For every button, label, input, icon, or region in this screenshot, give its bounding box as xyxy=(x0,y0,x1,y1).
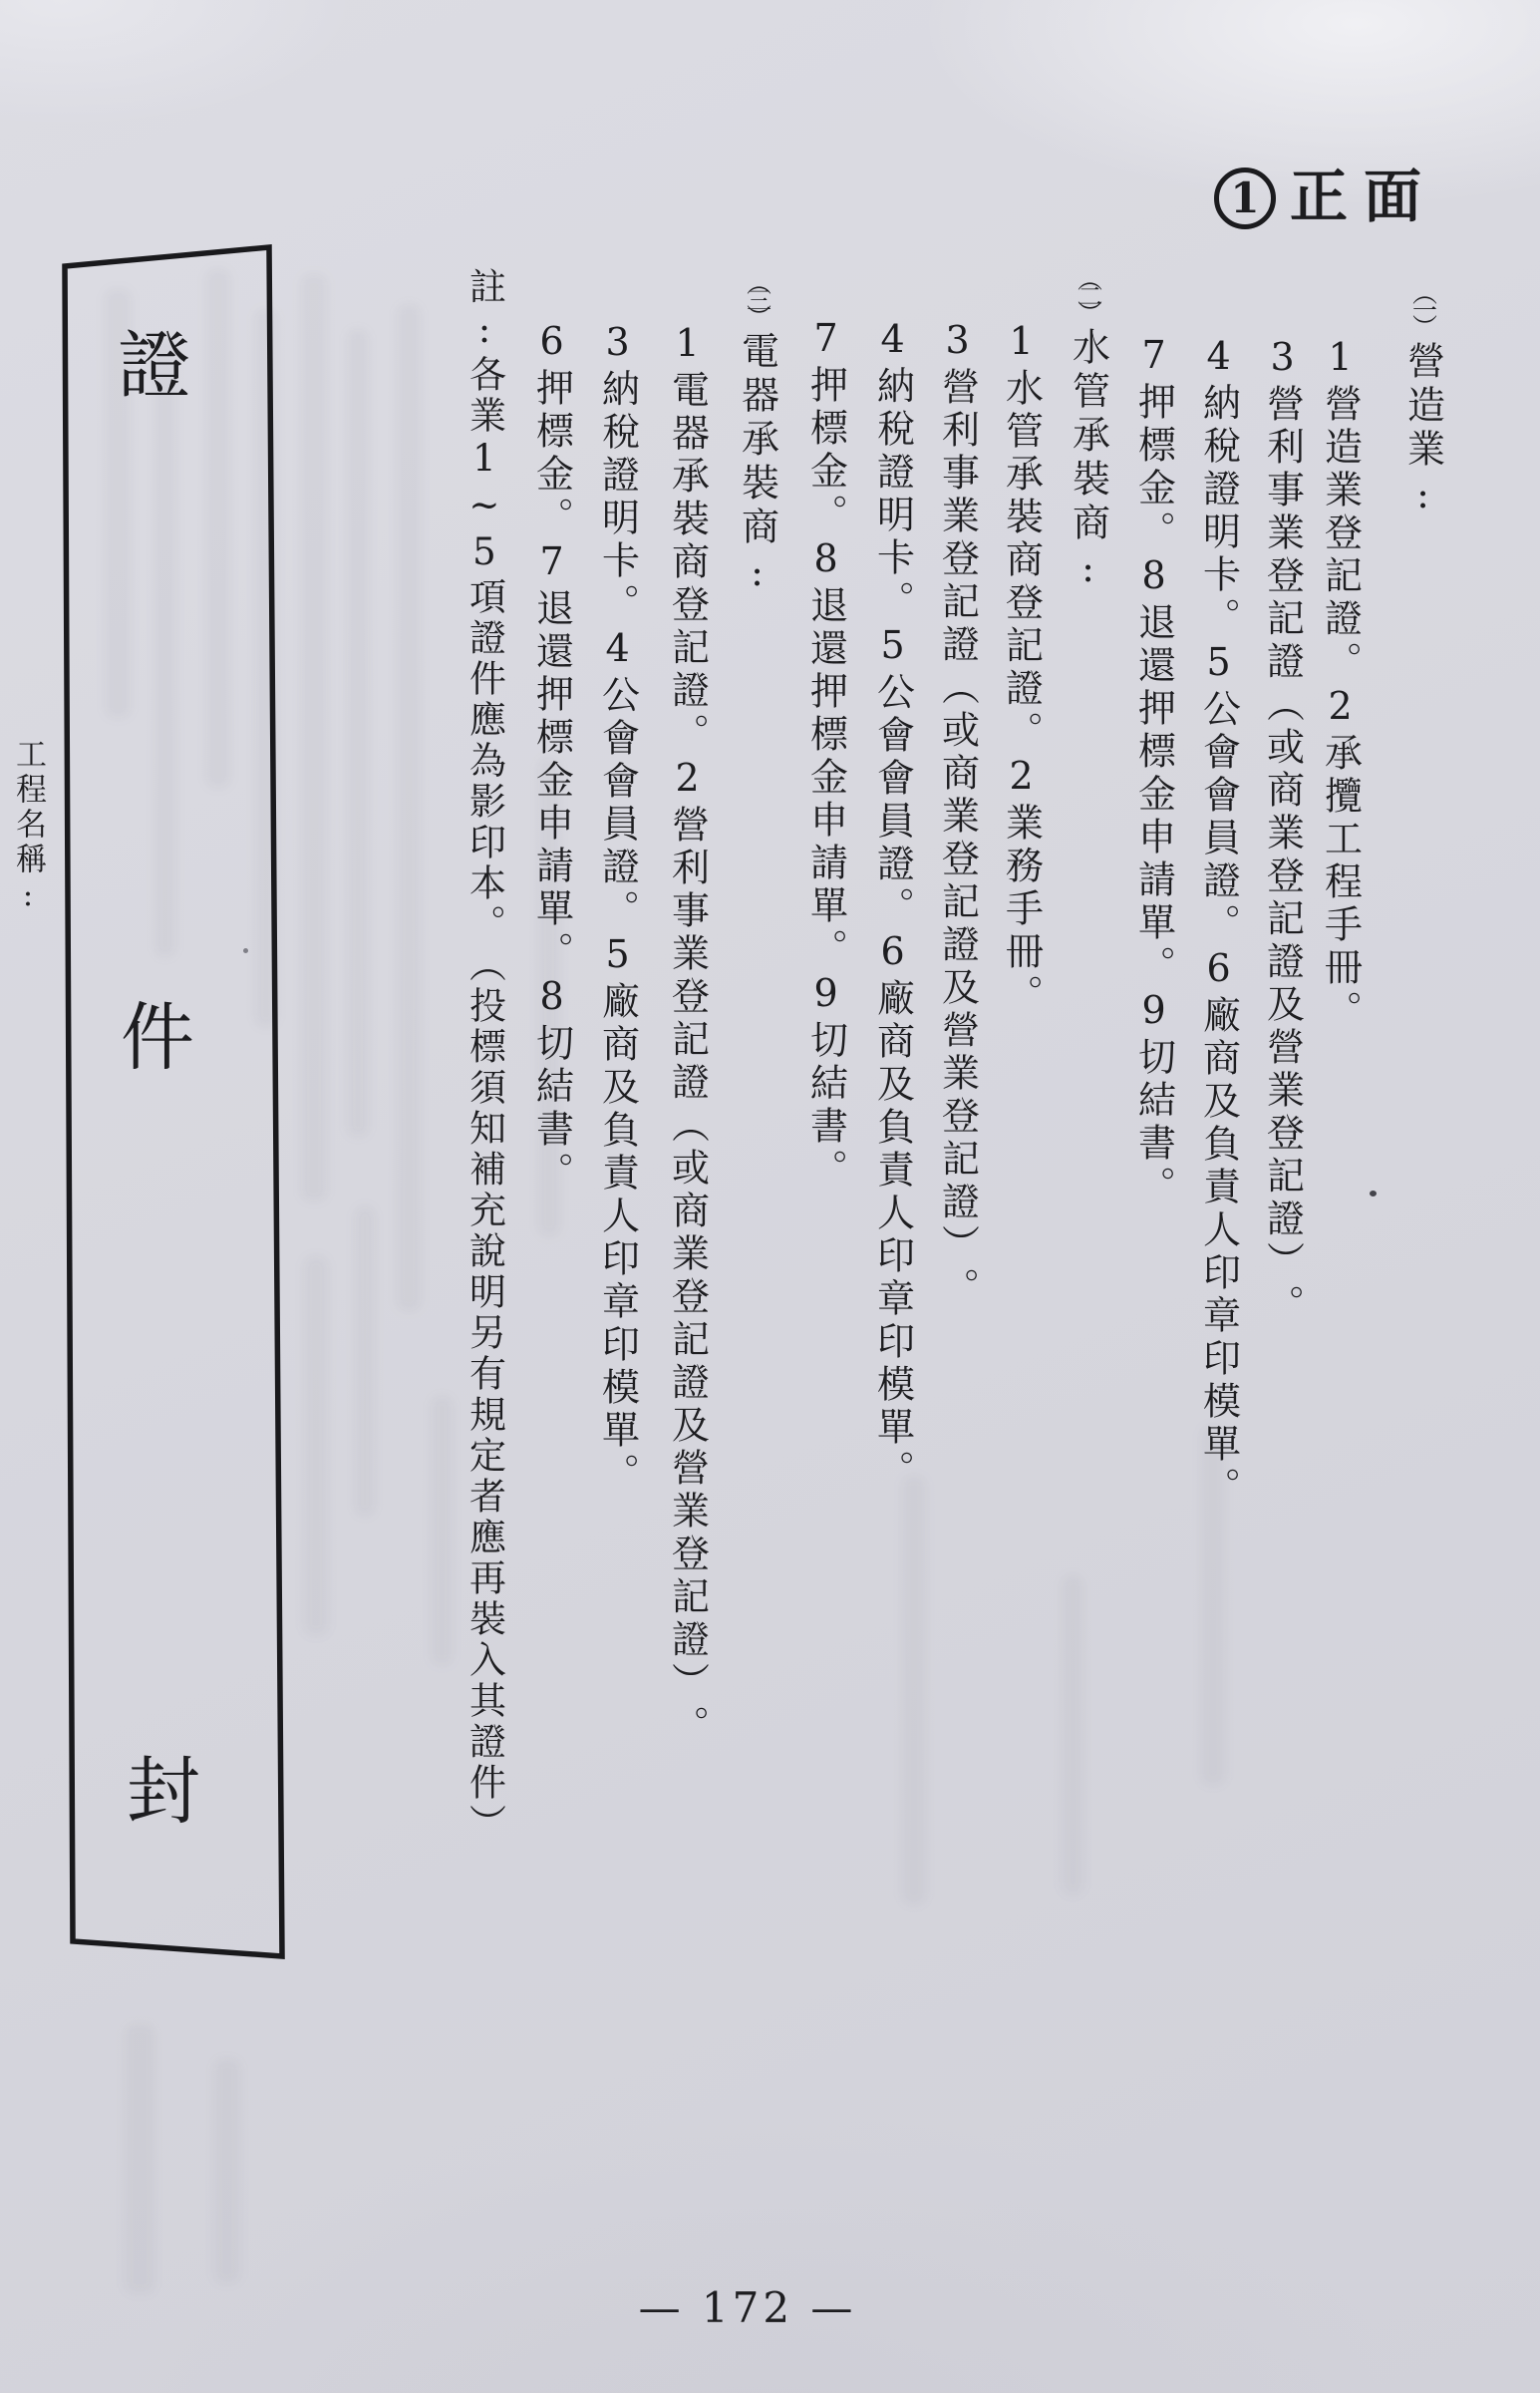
envelope-label-char: 證 xyxy=(118,323,191,409)
section-1-title: 營造業: xyxy=(1400,341,1445,522)
requirement-column: 7押標金。8退還押標金申請單。9切結書。 xyxy=(1131,333,1176,1208)
requirement-column: 1電器承裝商登記證。2營利事業登記證︵或商業登記證及營業登記證︶。 xyxy=(665,321,710,1748)
bleedthrough-artifact xyxy=(301,274,327,1201)
requirement-column: 1營造業登記證。2承攬工程手冊。 xyxy=(1318,335,1363,1033)
bleedthrough-artifact xyxy=(397,304,421,1311)
bleedthrough-artifact xyxy=(902,1476,926,1904)
requirement-column: 3營利事業登記證︵或商業登記證及營業登記證︶。 xyxy=(935,318,980,1310)
bleedthrough-artifact xyxy=(431,1396,453,1665)
section-3-title: 電器承裝商: xyxy=(735,331,779,600)
front-side-label xyxy=(1214,163,1438,230)
section-3-header xyxy=(736,270,778,600)
requirement-column: 3納稅證明卡。4公會會員證。5廠商及負責人印章印模單。 xyxy=(595,320,640,1496)
note-column: 註:各業1~5項證件應為影印本。︵投標須知補充說明另有規定者應再裝入其證件︶ xyxy=(462,267,506,1845)
bleedthrough-artifact xyxy=(1062,1575,1083,1894)
requirement-column: 4納稅證明卡。5公會會員證。6廠商及負責人印章印模單。 xyxy=(1196,334,1241,1510)
section-2-header xyxy=(1067,266,1109,596)
bleedthrough-artifact xyxy=(206,269,230,788)
section-1-marker: ︵一︶ xyxy=(1408,280,1438,331)
section-1-header xyxy=(1401,280,1444,522)
envelope-label-char: 封 xyxy=(127,1749,200,1835)
ink-speck xyxy=(243,948,248,953)
bleedthrough-artifact xyxy=(125,2024,154,2293)
bleedthrough-artifact xyxy=(304,1256,328,1635)
requirement-column: 6押標金。7退還押標金申請單。8切結書。 xyxy=(529,319,574,1195)
front-side-text: 正面 xyxy=(1290,163,1438,230)
requirement-column: 4納稅證明卡。5公會會員證。6廠商及負責人印章印模單。 xyxy=(870,317,915,1493)
project-name-label: 工程名稱: xyxy=(10,738,46,917)
bleedthrough-artifact xyxy=(347,329,369,1137)
bleedthrough-artifact xyxy=(255,309,277,1027)
ink-speck xyxy=(1370,1191,1377,1196)
circled-one-digit: 1 xyxy=(1230,173,1260,222)
circled-one-icon xyxy=(1214,168,1276,229)
envelope-label-char: 件 xyxy=(121,995,194,1081)
section-2-title: 水管承裝商: xyxy=(1066,327,1110,596)
bleedthrough-artifact xyxy=(214,2059,240,2283)
requirement-column: 1水管承裝商登記證。2業務手冊。 xyxy=(999,319,1044,1017)
section-2-marker: ︵二︶ xyxy=(1074,266,1103,317)
bleedthrough-artifact xyxy=(355,1206,375,1516)
page-number: — 172 — xyxy=(638,2283,857,2332)
requirement-column: 7押標金。8退還押標金申請單。9切結書。 xyxy=(803,316,848,1192)
section-3-marker: ︵三︶ xyxy=(743,270,772,321)
requirement-column: 3營利事業登記證︵或商業登記證及營業登記證︶。 xyxy=(1260,335,1305,1327)
bleedthrough-artifact xyxy=(154,339,176,957)
